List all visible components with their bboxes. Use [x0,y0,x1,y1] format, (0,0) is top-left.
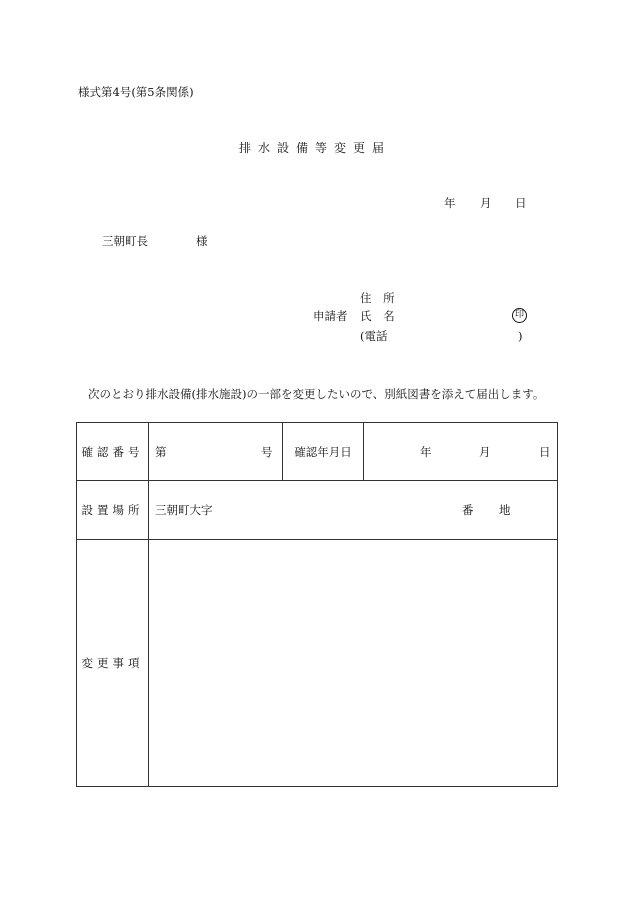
confirm-month-label: 月 [479,444,491,459]
confirm-day-label: 日 [539,444,551,459]
form-table [76,422,558,787]
confirm-year-label: 年 [420,444,432,459]
table-row [77,540,558,787]
location-ban: 番 [462,503,474,517]
date-day-label: 日 [515,196,527,210]
notice-body-text: 次のとおり排水設備(排水施設)の一部を変更したいので、別紙図書を添えて届出します。 [88,387,545,401]
confirm-number-field[interactable] [149,423,283,481]
name-label: 氏 名 [360,309,399,323]
phone-close-paren: ) [518,329,523,343]
date-year-label: 年 [444,196,456,210]
date-month-label: 月 [480,196,492,210]
table-row [77,423,558,481]
addressee-suffix: 様 [196,234,208,248]
confirm-date-label: 確認年月日 [283,423,364,481]
location-chi: 地 [499,503,511,517]
location-field[interactable] [149,481,558,540]
document-title: 排水設備等変更届 [238,141,391,155]
confirm-date-field[interactable] [364,423,558,481]
address-label: 住 所 [360,291,399,305]
applicant-heading: 申請者 [313,309,348,323]
phone-label: (電話 [360,329,388,343]
number-prefix: 第 [155,444,167,459]
number-suffix: 号 [261,444,273,459]
changes-label: 変更事項 [77,540,149,787]
location-label: 設置場所 [77,481,149,540]
addressee-name: 三朝町長 [102,234,148,248]
changes-field[interactable] [149,540,558,787]
seal-mark: 印 [512,308,527,323]
table-row [77,481,558,540]
form-number: 様式第4号(第5条関係) [78,85,194,99]
location-value: 三朝町大字 [155,503,213,517]
confirm-number-label: 確認番号 [77,423,149,481]
